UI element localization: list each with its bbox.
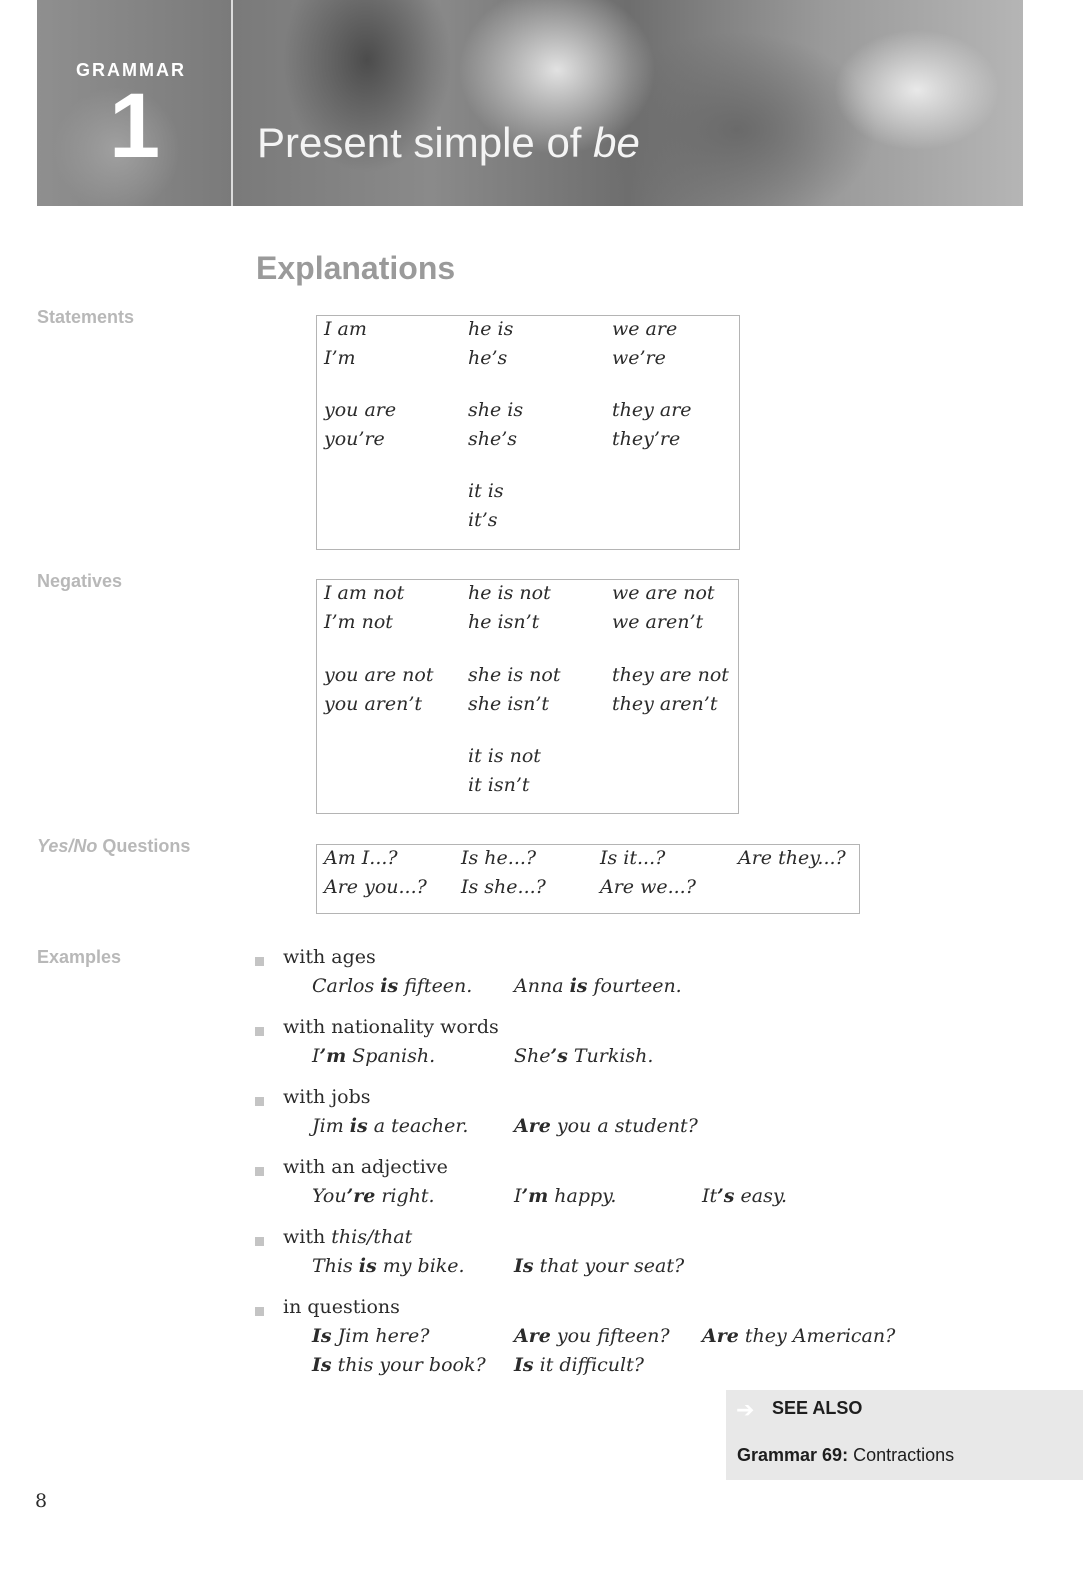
negatives-cell: she is not <box>468 664 561 686</box>
statements-cell: you’re <box>324 428 385 450</box>
example-sentence <box>312 1354 486 1376</box>
example-verb: Is <box>514 1354 534 1376</box>
statements-cell: I am <box>324 318 367 340</box>
negatives-cell: he isn’t <box>468 611 540 633</box>
section-heading: Explanations <box>256 250 456 286</box>
example-sentence <box>702 1325 895 1347</box>
example-text: This <box>312 1255 359 1277</box>
statements-cell: he is <box>468 318 514 340</box>
negatives-cell: I’m not <box>324 611 393 633</box>
questions-cell: Am I...? <box>324 847 398 869</box>
statements-cell: you are <box>324 399 397 421</box>
example-text: Carlos <box>312 975 381 997</box>
right-arrow-icon: ➔ <box>736 1398 755 1423</box>
questions-cell: Are we...? <box>600 876 696 898</box>
example-text: my bike. <box>376 1255 465 1277</box>
negatives-cell: they are not <box>612 664 729 686</box>
example-text: right. <box>375 1185 435 1207</box>
negatives-cell: it is not <box>468 745 541 767</box>
questions-label-italic: Yes/No <box>37 836 98 856</box>
questions-label <box>37 836 190 857</box>
negatives-cell: it isn’t <box>468 774 530 796</box>
negatives-cell: you aren’t <box>324 693 423 715</box>
statements-cell: she’s <box>468 428 518 450</box>
example-heading-text: with <box>283 1226 332 1248</box>
statements-cell: they’re <box>612 428 681 450</box>
example-verb: ’re <box>346 1185 376 1207</box>
example-text: easy. <box>734 1185 788 1207</box>
example-sentence <box>312 1325 429 1347</box>
unit-title <box>257 118 640 168</box>
banner-divider <box>231 0 233 206</box>
negatives-cell: you are not <box>324 664 434 686</box>
statements-cell: I’m <box>324 347 356 369</box>
example-heading <box>283 1296 400 1318</box>
example-heading <box>283 1086 371 1108</box>
example-heading-text: in questions <box>283 1296 400 1318</box>
questions-cell: Is he...? <box>461 847 537 869</box>
bullet-icon <box>255 1167 264 1176</box>
example-verb: Are <box>514 1325 551 1347</box>
see-also-link[interactable] <box>737 1445 954 1466</box>
negatives-cell: they aren’t <box>612 693 718 715</box>
example-text: I <box>514 1185 522 1207</box>
unit-number: 1 <box>109 75 161 177</box>
example-sentence <box>312 1115 468 1137</box>
example-text: fourteen. <box>587 975 682 997</box>
statements-cell: it is <box>468 480 504 502</box>
example-text: Jim <box>312 1115 350 1137</box>
example-heading-text: with an adjective <box>283 1156 448 1178</box>
statements-cell: they are <box>612 399 692 421</box>
example-verb: ’m <box>319 1045 347 1067</box>
questions-cell: Is she...? <box>461 876 546 898</box>
see-also-box <box>726 1390 1083 1480</box>
see-also-link-text: Contractions <box>848 1445 955 1465</box>
see-also-link-ref: Grammar 69: <box>737 1445 849 1465</box>
example-verb: is <box>569 975 588 997</box>
bullet-icon <box>255 1027 264 1036</box>
example-heading <box>283 946 376 968</box>
example-sentence <box>312 975 472 997</box>
example-text: Turkish. <box>567 1045 654 1067</box>
example-text: you fifteen? <box>550 1325 670 1347</box>
negatives-cell: we aren’t <box>612 611 704 633</box>
example-sentence <box>514 1354 644 1376</box>
example-heading <box>283 1156 448 1178</box>
grammar-label: GRAMMAR <box>76 60 186 80</box>
unit-title-plain: Present simple of <box>257 119 594 166</box>
example-text: Jim here? <box>331 1325 430 1347</box>
example-sentence <box>312 1045 435 1067</box>
example-verb: ’m <box>521 1185 549 1207</box>
example-sentence <box>312 1185 435 1207</box>
statements-cell: we’re <box>612 347 666 369</box>
bullet-icon <box>255 957 264 966</box>
questions-cell: Are you...? <box>324 876 427 898</box>
statements-cell: she is <box>468 399 524 421</box>
example-text: it difficult? <box>533 1354 644 1376</box>
examples-label: Examples <box>37 947 122 967</box>
example-sentence <box>514 1185 616 1207</box>
negatives-cell: we are not <box>612 582 715 604</box>
negatives-cell: she isn’t <box>468 693 550 715</box>
example-sentence <box>514 1255 684 1277</box>
negatives-label: Negatives <box>37 571 123 591</box>
example-sentence <box>514 975 682 997</box>
bullet-icon <box>255 1237 264 1246</box>
example-sentence <box>702 1185 787 1207</box>
questions-cell: Are they...? <box>738 847 846 869</box>
unit-title-italic: be <box>593 119 640 166</box>
example-sentence <box>312 1255 465 1277</box>
statements-label: Statements <box>37 307 135 327</box>
statements-cell: it’s <box>468 509 498 531</box>
example-verb: Is <box>312 1325 332 1347</box>
example-heading-text: with nationality words <box>283 1016 499 1038</box>
example-text: a teacher. <box>367 1115 469 1137</box>
example-verb: Are <box>702 1325 739 1347</box>
example-text: happy. <box>548 1185 617 1207</box>
statements-cell: we are <box>612 318 678 340</box>
example-verb: is <box>358 1255 377 1277</box>
example-verb: Is <box>312 1354 332 1376</box>
negatives-cell: I am not <box>324 582 405 604</box>
questions-label-rest: Questions <box>97 836 191 856</box>
bullet-icon <box>255 1307 264 1316</box>
example-heading-text: with ages <box>283 946 376 968</box>
example-text: I <box>312 1045 320 1067</box>
example-verb: is <box>349 1115 368 1137</box>
bullet-icon <box>255 1097 264 1106</box>
example-text: that your seat? <box>533 1255 685 1277</box>
example-heading <box>283 1016 499 1038</box>
example-text: Spanish. <box>346 1045 436 1067</box>
example-text: you a student? <box>550 1115 698 1137</box>
statements-cell: he’s <box>468 347 508 369</box>
example-verb: ’s <box>550 1045 568 1067</box>
questions-cell: Is it...? <box>600 847 666 869</box>
example-text: fifteen. <box>398 975 473 997</box>
example-verb: Are <box>514 1115 551 1137</box>
example-verb: ’s <box>717 1185 735 1207</box>
example-text: Anna <box>514 975 570 997</box>
example-verb: is <box>380 975 399 997</box>
example-sentence <box>514 1045 653 1067</box>
example-text: She <box>514 1045 551 1067</box>
example-text: You <box>312 1185 347 1207</box>
negatives-cell: he is not <box>468 582 551 604</box>
example-text: It <box>702 1185 718 1207</box>
example-heading <box>283 1226 412 1248</box>
example-heading-italic: this/that <box>331 1226 413 1248</box>
page-number: 8 <box>35 1490 48 1512</box>
example-heading-text: with jobs <box>283 1086 371 1108</box>
example-text: this your book? <box>331 1354 486 1376</box>
example-sentence <box>514 1325 670 1347</box>
example-verb: Is <box>514 1255 534 1277</box>
header-banner <box>37 0 1023 206</box>
see-also-title: SEE ALSO <box>772 1398 863 1418</box>
example-sentence <box>514 1115 698 1137</box>
example-text: they American? <box>738 1325 896 1347</box>
